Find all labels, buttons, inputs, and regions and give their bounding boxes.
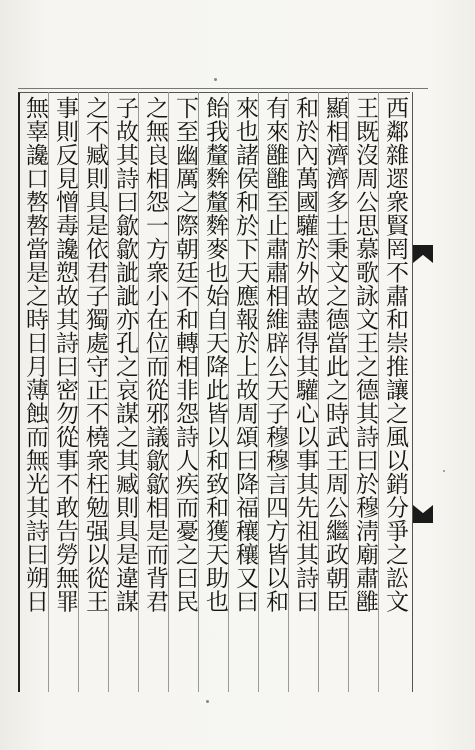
text-column: 之不臧則具是依君子獨處守正不橈衆枉勉强以從王 — [82, 96, 108, 613]
text-column: 下至幽厲之際朝廷不和轉相非怨詩人疾而憂之曰民 — [172, 96, 198, 613]
paper-speck — [443, 470, 445, 472]
top-border-rule — [18, 88, 428, 89]
binding-margin — [412, 92, 437, 692]
paper-speck — [206, 700, 209, 703]
text-column: 西鄰雜遝衆賢罔不肅和崇推讓之風以銷分爭之訟文 — [382, 96, 408, 613]
text-column: 無辜讒口嗸嗸當是之時日月薄蝕而無光其詩曰朔日 — [22, 96, 48, 613]
text-column: 事則反見憎毒讒愬故其詩曰密勿從事不敢告勞無罪 — [52, 96, 78, 613]
text-column: 有來雝雝至止肅肅相維辟公天子穆穆言四方皆以和 — [262, 96, 288, 613]
text-column: 飴我釐麰釐麰麥也始自天降此皆以和致和獲天助也 — [202, 96, 228, 613]
paper-speck — [214, 78, 217, 81]
text-column: 王既沒周公思慕歌詠文王之德其詩曰於穆淸廟肅雝 — [352, 96, 378, 613]
text-column: 和於內萬國驩於外故盡得其驩心以事其先祖其詩曰 — [292, 96, 318, 613]
text-column: 顯相濟濟多士秉文之德當此之時武王周公繼政朝臣 — [322, 96, 348, 613]
text-column: 子故其詩曰歙歙訿訿亦孔之哀謀之其臧則具是違謀 — [112, 96, 138, 613]
text-column: 之無良相怨一方衆小在位而從邪議歙歙相是而背君 — [142, 96, 168, 613]
text-column: 來也諸侯和於下天應報於上故周頌曰降福穰穰又曰 — [232, 96, 258, 613]
